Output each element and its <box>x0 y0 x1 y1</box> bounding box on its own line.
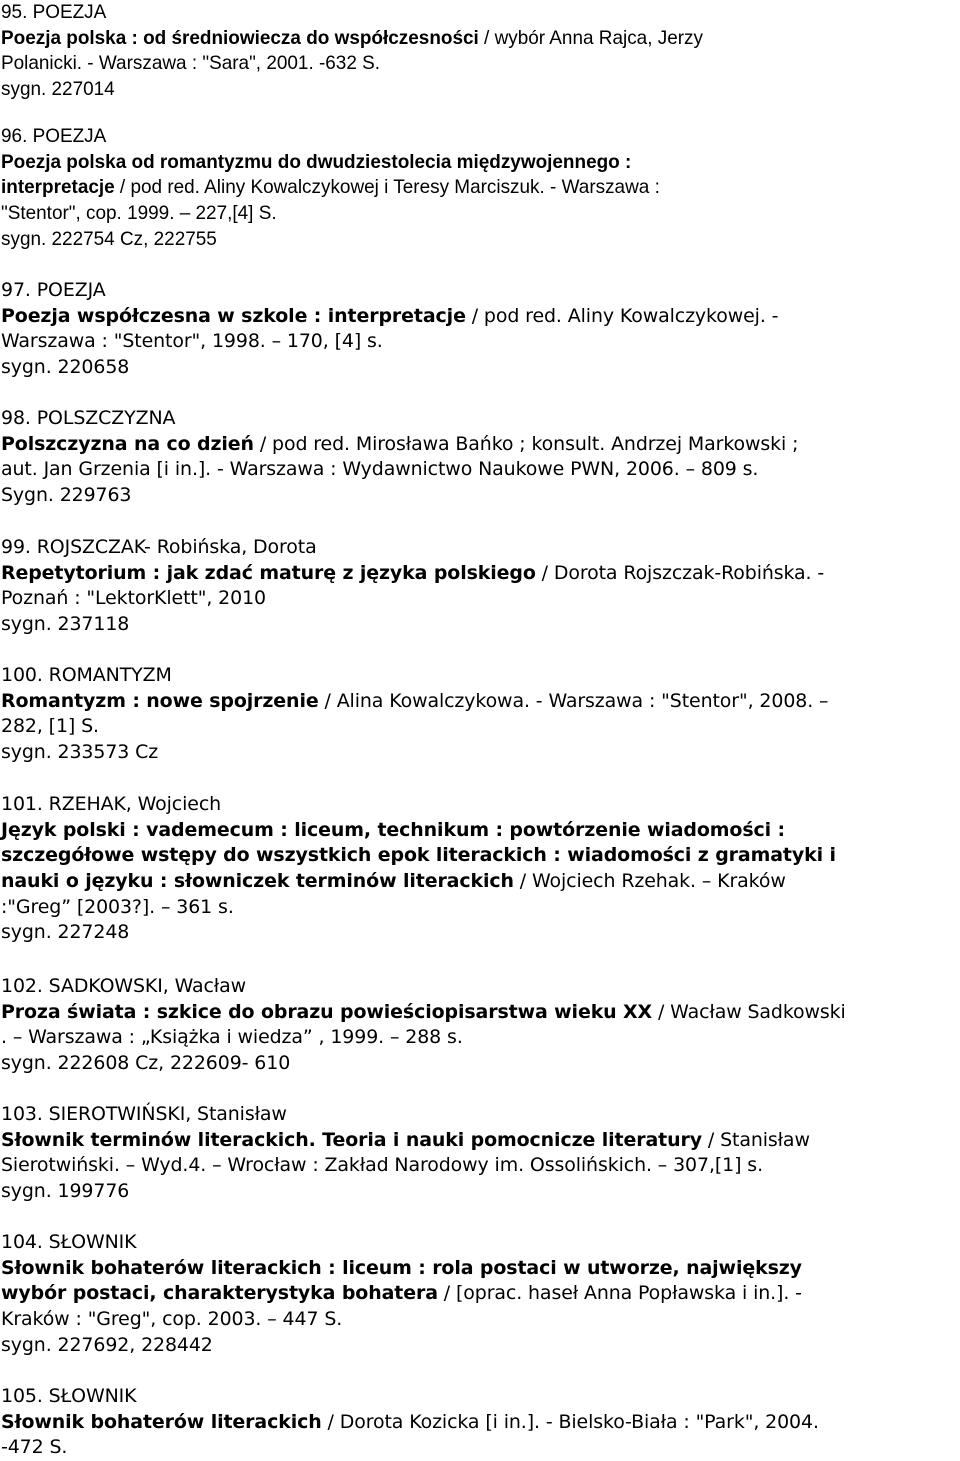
body-text: sygn. 237118 <box>1 613 130 636</box>
entry-104 <box>1 1230 959 1358</box>
entry-102 <box>1 974 959 1077</box>
entry-heading <box>1 663 959 689</box>
entry-heading <box>1 535 959 561</box>
title-text: Poezja polska od romantyzmu do dwudziestolecia międzywojennego : <box>1 151 632 173</box>
body-text: 97. POEZJA <box>1 279 106 301</box>
entry-line <box>1 586 959 612</box>
entry-line <box>1 51 959 77</box>
entry-line <box>1 201 959 227</box>
entry-line <box>1 1128 959 1154</box>
body-text: . – Warszawa : „Książka i wiedza” , 1999. – 288 s. <box>1 1026 463 1049</box>
body-text: aut. Jan Grzenia [i in.]. - Warszawa : Wydawnictwo Naukowe PWN, 2006. – 809 s. <box>1 458 759 481</box>
body-text: sygn. 220658 <box>1 356 130 379</box>
title-text: Słownik terminów literackich. Teoria i nauki pomocnicze literatury <box>1 1128 702 1151</box>
body-text: / Wojciech Rzehak. – Kraków <box>513 870 786 893</box>
entry-line <box>1 175 959 201</box>
body-text: 101. RZEHAK, Wojciech <box>1 793 222 815</box>
body-text: / pod red. Aliny Kowalczykowej i Teresy Marciszuk. - Warszawa : <box>114 177 660 199</box>
entry-line <box>1 1000 959 1026</box>
body-text: Sygn. 229763 <box>1 484 132 507</box>
title-text: szczegółowe wstępy do wszystkich epok literackich : wiadomości z gramatyki i <box>1 844 836 867</box>
body-text: / Dorota Rojszczak-Robińska. - <box>535 561 825 584</box>
title-text: Romantyzm : nowe spojrzenie <box>1 689 319 712</box>
entry-101 <box>1 792 959 946</box>
entry-line <box>1 1153 959 1179</box>
title-text: Proza świata : szkice do obrazu powieściopisarstwa wieku XX <box>1 1000 653 1023</box>
body-text: / Dorota Kozicka [i in.]. - Bielsko-Biała : "Park", 2004. <box>321 1410 819 1433</box>
entry-line <box>1 869 959 895</box>
body-text: sygn. 233573 Cz <box>1 741 159 764</box>
entry-line <box>1 1333 959 1359</box>
entry-heading <box>1 278 959 304</box>
body-text: / [oprac. haseł Anna Popławska i in.]. - <box>437 1282 802 1305</box>
entry-heading <box>1 1230 959 1256</box>
body-text: 98. POLSZCZYZNA <box>1 407 176 429</box>
body-text: Poznań : "LektorKlett", 2010 <box>1 587 266 610</box>
entry-line <box>1 561 959 587</box>
title-text: interpretacje <box>1 177 115 199</box>
entry-line <box>1 689 959 715</box>
entry-line <box>1 329 959 355</box>
entry-heading <box>1 1384 959 1410</box>
entry-line <box>1 304 959 330</box>
entry-line <box>1 227 959 253</box>
entry-line <box>1 714 959 740</box>
entry-line <box>1 457 959 483</box>
body-text: / pod red. Mirosława Bańko ; konsult. Andrzej Markowski ; <box>253 432 799 455</box>
entry-line <box>1 920 959 946</box>
entry-line <box>1 1410 959 1436</box>
entry-line <box>1 612 959 638</box>
title-text: Słownik bohaterów literackich : liceum : rola postaci w utworze, największy <box>1 1256 802 1279</box>
entry-96 <box>1 124 959 252</box>
body-text: 96. POEZJA <box>1 126 107 147</box>
entry-99 <box>1 535 959 638</box>
body-text: 104. SŁOWNIK <box>1 1231 137 1253</box>
body-text: sygn. 227248 <box>1 921 130 944</box>
body-text: sygn. 222608 Cz, 222609- 610 <box>1 1052 291 1075</box>
entry-line <box>1 895 959 921</box>
body-text: Kraków : "Greg", cop. 2003. – 447 S. <box>1 1308 343 1331</box>
title-text: Poezja polska : od średniowiecza do współczesności <box>1 27 479 49</box>
entry-line <box>1 818 959 844</box>
entry-line <box>1 26 959 52</box>
body-text: / wybór Anna Rajca, Jerzy <box>478 27 703 49</box>
entry-line <box>1 150 959 176</box>
entry-line <box>1 740 959 766</box>
body-text: / Wacław Sadkowski <box>652 1000 846 1023</box>
body-text: 105. SŁOWNIK <box>1 1385 137 1407</box>
entry-105 <box>1 1384 959 1461</box>
body-text: sygn. 227692, 228442 <box>1 1333 213 1356</box>
entry-line <box>1 483 959 509</box>
entry-heading <box>1 0 959 26</box>
entry-line <box>1 1179 959 1205</box>
entry-line <box>1 355 959 381</box>
body-text: Polanicki. - Warszawa : "Sara", 2001. -632 S. <box>1 53 381 75</box>
entry-heading <box>1 792 959 818</box>
entry-line <box>1 1025 959 1051</box>
title-text: Repetytorium : jak zdać maturę z języka polskiego <box>1 561 536 584</box>
body-text: 99. ROJSZCZAK- Robińska, Dorota <box>1 536 317 558</box>
entry-line <box>1 1256 959 1282</box>
body-text: sygn. 222754 Cz, 222755 <box>1 228 217 250</box>
body-text: Warszawa : "Stentor", 1998. – 170, [4] s. <box>1 330 383 353</box>
title-text: nauki o języku : słowniczek terminów literackich <box>1 870 514 893</box>
entry-100 <box>1 663 959 766</box>
body-text: :"Greg” [2003?]. – 361 s. <box>1 895 234 918</box>
title-text: wybór postaci, charakterystyka bohatera <box>1 1282 438 1305</box>
entry-95 <box>1 0 959 103</box>
body-text: 95. POEZJA <box>1 2 107 23</box>
title-text: Poezja współczesna w szkole : interpretacje <box>1 304 466 327</box>
entry-line <box>1 1281 959 1307</box>
entry-line <box>1 843 959 869</box>
body-text: 282, [1] S. <box>1 715 99 738</box>
entry-103 <box>1 1102 959 1205</box>
body-text: / Stanisław <box>701 1128 810 1151</box>
entry-98 <box>1 406 959 509</box>
entry-97 <box>1 278 959 381</box>
body-text: Sierotwiński. – Wyd.4. – Wrocław : Zakład Narodowy im. Ossolińskich. – 307,[1] s. <box>1 1154 763 1177</box>
entry-heading <box>1 124 959 150</box>
entry-heading <box>1 1102 959 1128</box>
entry-line <box>1 1307 959 1333</box>
title-text: Słownik bohaterów literackich <box>1 1410 322 1433</box>
body-text: 100. ROMANTYZM <box>1 664 172 686</box>
entry-heading <box>1 406 959 432</box>
title-text: Polszczyzna na co dzień <box>1 432 254 455</box>
body-text: 103. SIEROTWIŃSKI, Stanisław <box>1 1103 287 1125</box>
title-text: Język polski : vademecum : liceum, technikum : powtórzenie wiadomości : <box>1 818 785 841</box>
body-text: -472 S. <box>1 1436 68 1459</box>
body-text: / Alina Kowalczykowa. - Warszawa : "Stentor", 2008. – <box>318 689 829 712</box>
body-text: sygn. 227014 <box>1 79 115 101</box>
entry-line <box>1 432 959 458</box>
entry-line <box>1 77 959 103</box>
body-text: "Stentor", cop. 1999. – 227,[4] S. <box>1 203 277 225</box>
entry-line <box>1 1435 959 1461</box>
body-text: sygn. 199776 <box>1 1180 130 1203</box>
body-text: 102. SADKOWSKI, Wacław <box>1 975 246 997</box>
entry-line <box>1 1051 959 1077</box>
body-text: / pod red. Aliny Kowalczykowej. - <box>465 304 779 327</box>
entry-heading <box>1 974 959 1000</box>
